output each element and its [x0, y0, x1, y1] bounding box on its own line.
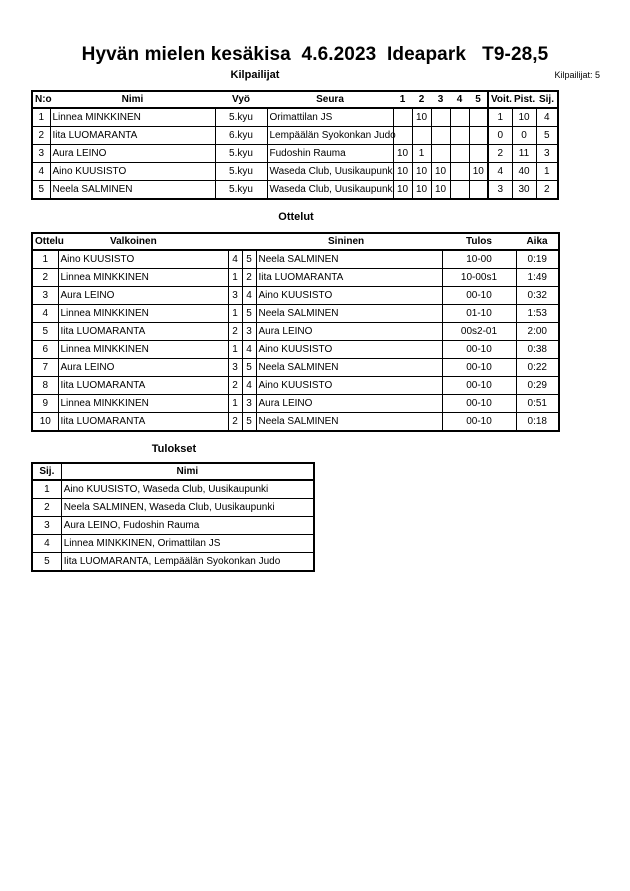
round-score-3 — [431, 127, 450, 145]
white-competitor: Aino KUUSISTO — [58, 250, 228, 269]
competitor-wins: 4 — [488, 163, 512, 181]
round-score-3 — [431, 108, 450, 127]
match-number: 3 — [32, 287, 58, 305]
col-header-white: Valkoinen — [58, 233, 228, 250]
results-table — [31, 462, 315, 572]
competitor-belt: 5.kyu — [215, 108, 267, 127]
round-score-4 — [450, 181, 469, 200]
competitor-number: 3 — [32, 145, 50, 163]
competitor-place: 3 — [536, 145, 558, 163]
match-result: 00-10 — [442, 377, 516, 395]
result-place: 5 — [32, 553, 61, 572]
col-header-round-5: 5 — [469, 91, 488, 108]
match-number: 4 — [32, 305, 58, 323]
blue-competitor-number: 5 — [242, 413, 256, 432]
white-competitor: Linnea MINKKINEN — [58, 341, 228, 359]
page-title: Hyvän mielen kesäkisa 4.6.2023 Ideapark T9-28,5 — [81, 44, 549, 65]
col-header-round-4: 4 — [450, 91, 469, 108]
competitor-club: Orimattilan JS — [267, 108, 393, 127]
blue-competitor: Iita LUOMARANTA — [256, 269, 442, 287]
table-row — [32, 341, 559, 359]
blue-competitor-number: 5 — [242, 359, 256, 377]
match-result: 10-00 — [442, 250, 516, 269]
competitor-place: 5 — [536, 127, 558, 145]
match-time: 0:51 — [516, 395, 559, 413]
col-header-number: N:o — [32, 91, 50, 108]
matches-table — [31, 232, 560, 432]
col-header-match: Ottelu — [32, 233, 58, 250]
competitor-count: Kilpailijat: 5 — [554, 70, 600, 80]
blue-competitor-number: 3 — [242, 323, 256, 341]
round-score-3: 10 — [431, 181, 450, 200]
competitor-place: 1 — [536, 163, 558, 181]
round-score-2: 10 — [412, 108, 431, 127]
table-row — [32, 145, 558, 163]
competitor-place: 2 — [536, 181, 558, 200]
col-header-result: Tulos — [442, 233, 516, 250]
match-time: 0:38 — [516, 341, 559, 359]
competitor-points: 30 — [512, 181, 536, 200]
match-number: 5 — [32, 323, 58, 341]
white-competitor-number: 3 — [228, 359, 242, 377]
white-competitor-number: 2 — [228, 377, 242, 395]
col-header-place: Sij. — [536, 91, 558, 108]
round-score-4 — [450, 127, 469, 145]
table-row — [32, 305, 559, 323]
table-row — [32, 108, 558, 127]
competitors-table — [31, 90, 559, 200]
match-time: 0:19 — [516, 250, 559, 269]
result-name: Neela SALMINEN, Waseda Club, Uusikaupunki — [61, 499, 314, 517]
table-row — [32, 287, 559, 305]
white-competitor: Aura LEINO — [58, 287, 228, 305]
result-name: Aino KUUSISTO, Waseda Club, Uusikaupunki — [61, 480, 314, 499]
blue-competitor: Neela SALMINEN — [256, 305, 442, 323]
match-time: 0:18 — [516, 413, 559, 432]
table-row — [32, 269, 559, 287]
round-score-5: 10 — [469, 163, 488, 181]
match-time: 1:53 — [516, 305, 559, 323]
competitor-number: 2 — [32, 127, 50, 145]
col-header-club: Seura — [267, 91, 393, 108]
white-competitor-number: 1 — [228, 269, 242, 287]
match-number: 6 — [32, 341, 58, 359]
result-name: Iita LUOMARANTA, Lempäälän Syokonkan Judo — [61, 553, 314, 572]
round-score-2: 10 — [412, 163, 431, 181]
match-time: 0:29 — [516, 377, 559, 395]
col-header-name: Nimi — [61, 463, 314, 480]
round-score-3: 10 — [431, 163, 450, 181]
table-row — [32, 480, 314, 499]
match-result: 00-10 — [442, 359, 516, 377]
white-competitor: Linnea MINKKINEN — [58, 269, 228, 287]
competitor-club: Lempäälän Syokonkan Judo — [267, 127, 393, 145]
competitor-points: 11 — [512, 145, 536, 163]
result-place: 3 — [32, 517, 61, 535]
col-header-points: Pist. — [512, 91, 536, 108]
col-header-place: Sij. — [32, 463, 61, 480]
round-score-2 — [412, 127, 431, 145]
competitor-wins: 3 — [488, 181, 512, 200]
table-row — [32, 413, 559, 432]
competitor-points: 10 — [512, 108, 536, 127]
competitor-club: Waseda Club, Uusikaupunki — [267, 181, 393, 200]
result-place: 1 — [32, 480, 61, 499]
blue-competitor: Aino KUUSISTO — [256, 341, 442, 359]
competitor-name: Linnea MINKKINEN — [50, 108, 215, 127]
result-place: 4 — [32, 535, 61, 553]
blue-competitor-number: 4 — [242, 287, 256, 305]
match-result: 00-10 — [442, 413, 516, 432]
blue-competitor: Neela SALMINEN — [256, 359, 442, 377]
competitor-club: Waseda Club, Uusikaupunki — [267, 163, 393, 181]
competitor-name: Iita LUOMARANTA — [50, 127, 215, 145]
blue-competitor: Neela SALMINEN — [256, 250, 442, 269]
round-score-2: 1 — [412, 145, 431, 163]
white-competitor-number: 1 — [228, 341, 242, 359]
competitor-number: 5 — [32, 181, 50, 200]
table-row — [32, 499, 314, 517]
table-row — [32, 517, 314, 535]
competitor-wins: 0 — [488, 127, 512, 145]
blue-competitor-number: 5 — [242, 250, 256, 269]
competitor-wins: 2 — [488, 145, 512, 163]
blue-competitor: Aura LEINO — [256, 323, 442, 341]
white-competitor: Iita LUOMARANTA — [58, 413, 228, 432]
match-result: 10-00s1 — [442, 269, 516, 287]
match-number: 1 — [32, 250, 58, 269]
table-row — [32, 553, 314, 572]
round-score-4 — [450, 108, 469, 127]
match-result: 00-10 — [442, 287, 516, 305]
match-number: 8 — [32, 377, 58, 395]
round-score-2: 10 — [412, 181, 431, 200]
result-place: 2 — [32, 499, 61, 517]
match-time: 0:32 — [516, 287, 559, 305]
table-row — [32, 535, 314, 553]
matches-heading: Ottelut — [278, 211, 314, 223]
match-time: 2:00 — [516, 323, 559, 341]
round-score-5 — [469, 127, 488, 145]
round-score-1: 10 — [393, 163, 412, 181]
white-competitor-number: 2 — [228, 413, 242, 432]
match-number: 9 — [32, 395, 58, 413]
white-competitor: Aura LEINO — [58, 359, 228, 377]
match-result: 00-10 — [442, 341, 516, 359]
competitor-belt: 5.kyu — [215, 145, 267, 163]
competitor-name: Neela SALMINEN — [50, 181, 215, 200]
match-result: 01-10 — [442, 305, 516, 323]
match-result: 00-10 — [442, 395, 516, 413]
competitors-heading: Kilpailijat — [230, 69, 280, 81]
match-result: 00s2-01 — [442, 323, 516, 341]
table-row — [32, 359, 559, 377]
blue-competitor: Aino KUUSISTO — [256, 377, 442, 395]
blue-competitor: Neela SALMINEN — [256, 413, 442, 432]
competitor-name: Aura LEINO — [50, 145, 215, 163]
result-name: Aura LEINO, Fudoshin Rauma — [61, 517, 314, 535]
result-name: Linnea MINKKINEN, Orimattilan JS — [61, 535, 314, 553]
blue-competitor: Aino KUUSISTO — [256, 287, 442, 305]
white-competitor-number: 4 — [228, 250, 242, 269]
white-competitor: Iita LUOMARANTA — [58, 377, 228, 395]
table-row — [32, 127, 558, 145]
col-header-round-1: 1 — [393, 91, 412, 108]
competitor-number: 1 — [32, 108, 50, 127]
round-score-5 — [469, 181, 488, 200]
blue-competitor-number: 3 — [242, 395, 256, 413]
table-row — [32, 250, 559, 269]
blue-competitor-number: 4 — [242, 341, 256, 359]
round-score-5 — [469, 145, 488, 163]
round-score-4 — [450, 145, 469, 163]
white-competitor-number: 1 — [228, 395, 242, 413]
match-number: 2 — [32, 269, 58, 287]
round-score-4 — [450, 163, 469, 181]
competitor-points: 0 — [512, 127, 536, 145]
white-competitor: Iita LUOMARANTA — [58, 323, 228, 341]
match-number: 10 — [32, 413, 58, 432]
table-row — [32, 181, 558, 200]
results-heading: Tulokset — [151, 443, 197, 455]
col-header-round-3: 3 — [431, 91, 450, 108]
match-time: 0:22 — [516, 359, 559, 377]
round-score-1: 10 — [393, 181, 412, 200]
match-time: 1:49 — [516, 269, 559, 287]
white-competitor-number: 2 — [228, 323, 242, 341]
white-competitor: Linnea MINKKINEN — [58, 395, 228, 413]
blue-competitor-number: 5 — [242, 305, 256, 323]
col-header-round-2: 2 — [412, 91, 431, 108]
competitor-name: Aino KUUSISTO — [50, 163, 215, 181]
blue-competitor-number: 2 — [242, 269, 256, 287]
col-header-blue: Sininen — [256, 233, 442, 250]
round-score-1: 10 — [393, 145, 412, 163]
col-header-belt: Vyö — [215, 91, 267, 108]
table-row — [32, 377, 559, 395]
blue-competitor-number: 4 — [242, 377, 256, 395]
competitor-place: 4 — [536, 108, 558, 127]
col-header-time: Aika — [516, 233, 559, 250]
round-score-3 — [431, 145, 450, 163]
table-row — [32, 395, 559, 413]
match-number: 7 — [32, 359, 58, 377]
competitor-belt: 5.kyu — [215, 163, 267, 181]
white-competitor-number: 3 — [228, 287, 242, 305]
competitor-belt: 5.kyu — [215, 181, 267, 200]
competitor-wins: 1 — [488, 108, 512, 127]
table-row — [32, 323, 559, 341]
competitor-number: 4 — [32, 163, 50, 181]
blue-competitor: Aura LEINO — [256, 395, 442, 413]
round-score-5 — [469, 108, 488, 127]
competitor-belt: 6.kyu — [215, 127, 267, 145]
competitor-points: 40 — [512, 163, 536, 181]
col-header-name: Nimi — [50, 91, 215, 108]
col-header-wins: Voit. — [488, 91, 512, 108]
competitor-club: Fudoshin Rauma — [267, 145, 393, 163]
white-competitor-number: 1 — [228, 305, 242, 323]
table-row — [32, 163, 558, 181]
round-score-1 — [393, 108, 412, 127]
white-competitor: Linnea MINKKINEN — [58, 305, 228, 323]
